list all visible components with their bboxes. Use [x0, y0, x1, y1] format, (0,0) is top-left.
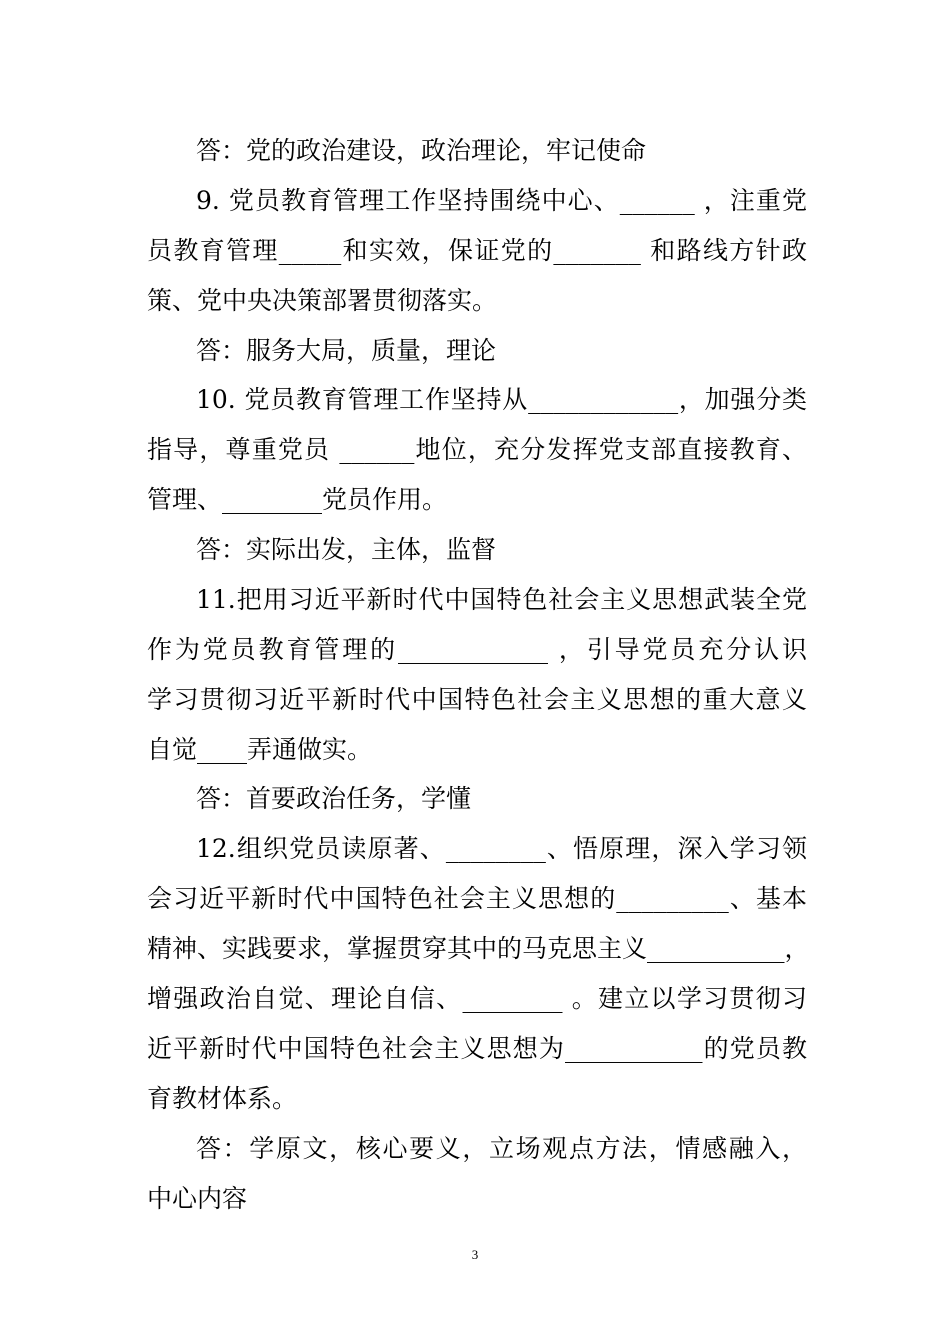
question-9-line-2: 员教育管理_____和实效，保证党的_______ 和路线方针政: [147, 236, 807, 265]
question-12-line-3: 精神、实践要求，掌握贯穿其中的马克思主义___________，: [147, 934, 810, 963]
answer-line-12-part-2: 中心内容: [147, 1184, 248, 1213]
question-11-line-2: 作为党员教育管理的____________ ，引导党员充分认识: [147, 635, 807, 664]
question-12-line-4: 增强政治自觉、理论自信、________ 。建立以学习贯彻习: [147, 984, 807, 1013]
question-10-line-3: 管理、________党员作用。: [147, 485, 448, 514]
question-12-line-6: 育教材体系。: [147, 1084, 298, 1113]
question-11-line-1: 11.把用习近平新时代中国特色社会主义思想武装全党: [196, 585, 807, 614]
question-10-line-2: 指导，尊重党员 ______地位，充分发挥党支部直接教育、: [147, 435, 807, 464]
question-9-line-3: 策、党中央决策部署贯彻落实。: [147, 286, 498, 315]
question-12-line-2: 会习近平新时代中国特色社会主义思想的_________、基本: [147, 884, 807, 913]
answer-line-11: 答：首要政治任务，学懂: [196, 784, 472, 813]
question-9-line-1: 9. 党员教育管理工作坚持围绕中心、______ ，注重党: [196, 186, 807, 215]
question-11-line-4: 自觉____弄通做实。: [147, 735, 373, 764]
question-11-line-3: 学习贯彻习近平新时代中国特色社会主义思想的重大意义: [147, 685, 807, 714]
answer-line-8: 答：党的政治建设，政治理论，牢记使命: [196, 136, 647, 165]
page-number: 3: [471, 1247, 479, 1262]
answer-line-10: 答：实际出发，主体，监督: [196, 535, 497, 564]
answer-line-12-part-1: 答：学原文，核心要义，立场观点方法，情感融入，: [196, 1134, 807, 1163]
question-12-line-5: 近平新时代中国特色社会主义思想为___________的党员教: [147, 1034, 807, 1063]
answer-line-9: 答：服务大局，质量，理论: [196, 336, 497, 365]
question-12-line-1: 12.组织党员读原著、________、悟原理，深入学习领: [196, 834, 807, 863]
question-10-line-1: 10. 党员教育管理工作坚持从____________，加强分类: [196, 385, 807, 414]
